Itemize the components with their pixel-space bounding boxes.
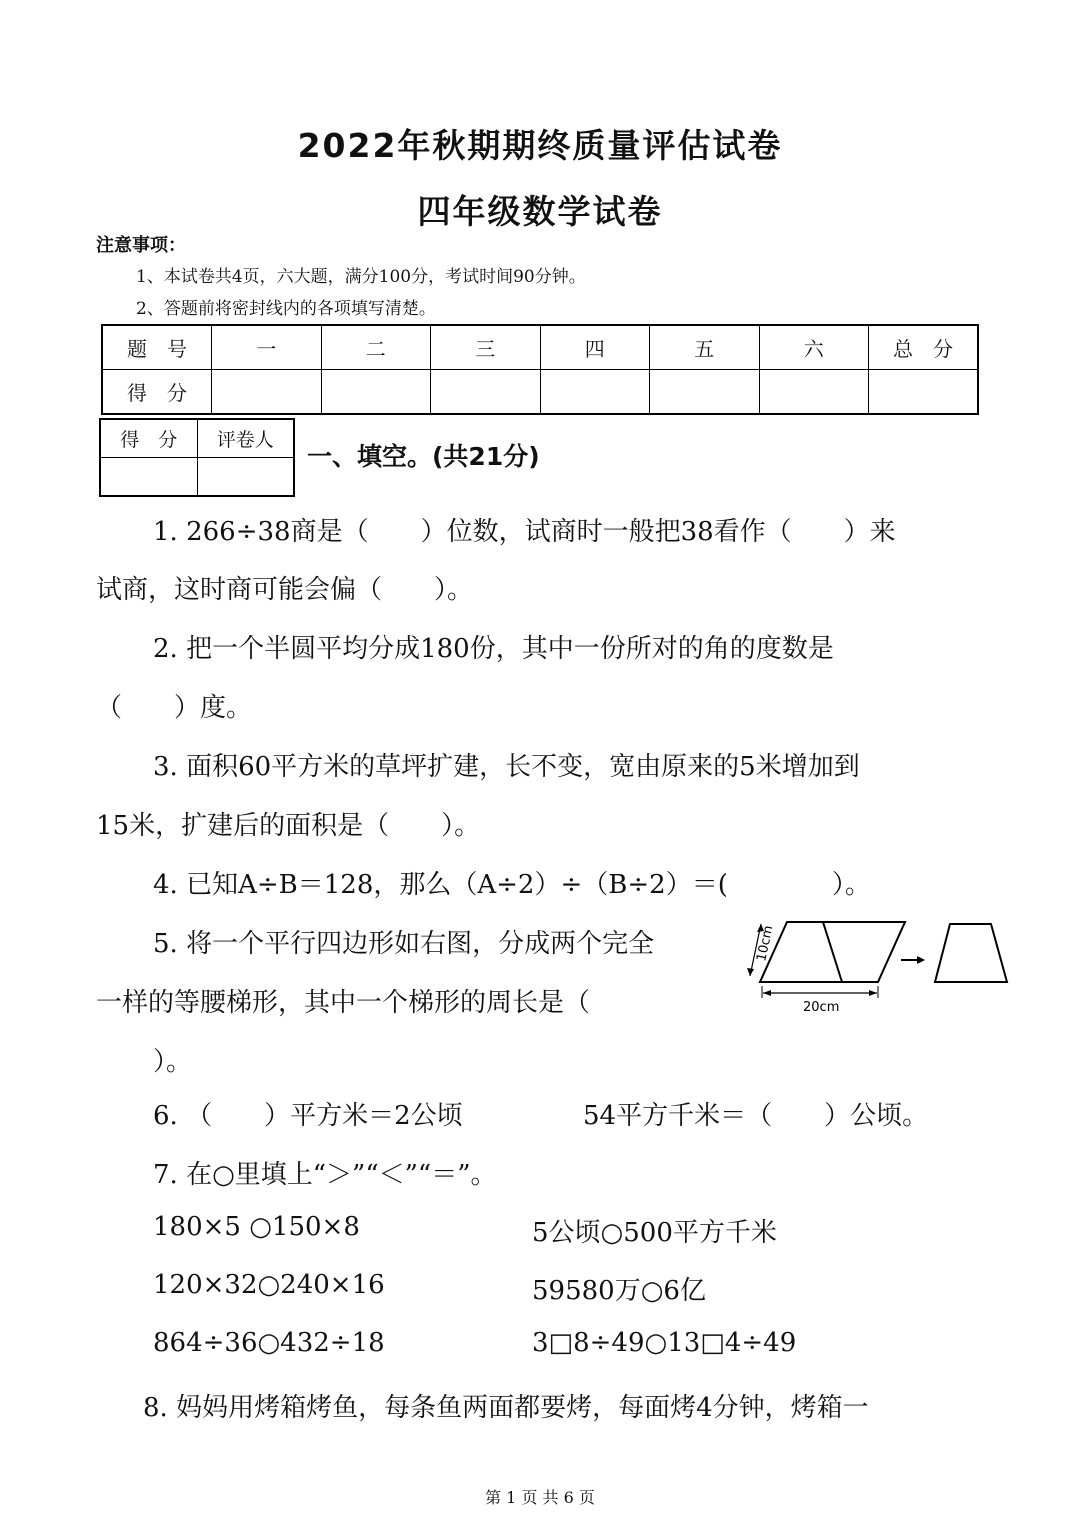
notice-item-1: 1、本试卷共4页，六大题，满分100分，考试时间90分钟。 [136,267,586,287]
score-input-cell[interactable] [869,370,979,415]
compare-item: 3□8÷49○13□4÷49 [532,1328,797,1358]
score-input-cell[interactable] [759,370,869,415]
question-1-line-1: 1. 266÷38商是（ ）位数，试商时一般把38看作（ ）来 [153,517,896,547]
base-length-label: 20cm [803,1000,840,1015]
score-input-cell[interactable] [650,370,760,415]
score-table-cell: 一 [212,325,322,370]
compare-item: 120×32○240×16 [153,1270,385,1300]
question-5-line-1: 5. 将一个平行四边形如右图，分成两个完全 [153,929,655,959]
score-input-cell[interactable] [212,370,322,415]
score-table-cell: 五 [650,325,760,370]
exam-subtitle: 四年级数学试卷 [417,192,663,231]
trapezoid-shape [935,924,1007,982]
score-input-cell[interactable] [321,370,431,415]
split-line [823,922,842,982]
question-5-line-2: 一样的等腰梯形，其中一个梯形的周长是（ [96,988,591,1018]
score-table-cell: 二 [321,325,431,370]
question-4: 4. 已知A÷B＝128，那么（A÷2）÷（B÷2）＝( ）。 [153,870,871,900]
question-6-part-b: 54平方千米＝（ ）公顷。 [583,1101,929,1131]
parallelogram-figure [735,910,1015,1020]
page-footer: 第 1 页 共 6 页 [485,1488,595,1507]
arrow-head-icon [747,968,754,976]
grader-name-cell[interactable] [197,458,294,497]
compare-item: 5公顷○500平方千米 [532,1218,777,1248]
score-table [101,324,979,415]
grader-score-label: 得 分 [100,419,197,458]
score-table-cell: 六 [759,325,869,370]
question-6-part-a: 6. （ ）平方米＝2公顷 [153,1101,463,1131]
score-table-cell: 四 [540,325,650,370]
compare-item: 180×5 ○150×8 [153,1212,360,1242]
question-8-line-1: 8. 妈妈用烤箱烤鱼，每条鱼两面都要烤，每面烤4分钟，烤箱一 [143,1393,869,1423]
compare-item: 864÷36○432÷18 [153,1328,385,1358]
question-5-line-3: ）。 [153,1047,193,1077]
score-table-header-row [102,325,978,370]
question-2-line-1: 2. 把一个半圆平均分成180份，其中一份所对的角的度数是 [153,634,834,664]
score-input-cell[interactable] [540,370,650,415]
section-title: 一、填空。(共21分) [307,442,540,471]
question-2-line-2: （ ）度。 [96,693,253,723]
side-length-label: 10cm [754,924,777,963]
arrow-head-icon [763,990,771,996]
notice-item-2: 2、答题前将密封线内的各项填写清楚。 [136,299,436,319]
notice-heading: 注意事项： [96,235,186,256]
grader-name-label: 评卷人 [197,419,294,458]
score-table-cell: 三 [431,325,541,370]
arrow-right-head-icon [917,956,925,964]
exam-title: 2022年秋期期终质量评估试卷 [297,126,783,165]
score-row-label: 得 分 [102,370,212,415]
question-3-line-1: 3. 面积60平方米的草坪扩建，长不变，宽由原来的5米增加到 [153,752,860,782]
question-3-line-2: 15米，扩建后的面积是（ ）。 [96,811,481,841]
grader-score-cell[interactable] [100,458,197,497]
grader-table [99,418,295,497]
score-input-cell[interactable] [431,370,541,415]
score-table-cell: 总 分 [869,325,979,370]
question-1-line-2: 试商，这时商可能会偏（ ）。 [96,575,474,605]
compare-item: 59580万○6亿 [532,1276,706,1306]
arrow-head-icon [869,990,877,996]
score-table-score-row [102,370,978,415]
question-7: 7. 在○里填上“＞”“＜”“＝”。 [153,1160,497,1190]
score-table-cell: 题 号 [102,325,212,370]
